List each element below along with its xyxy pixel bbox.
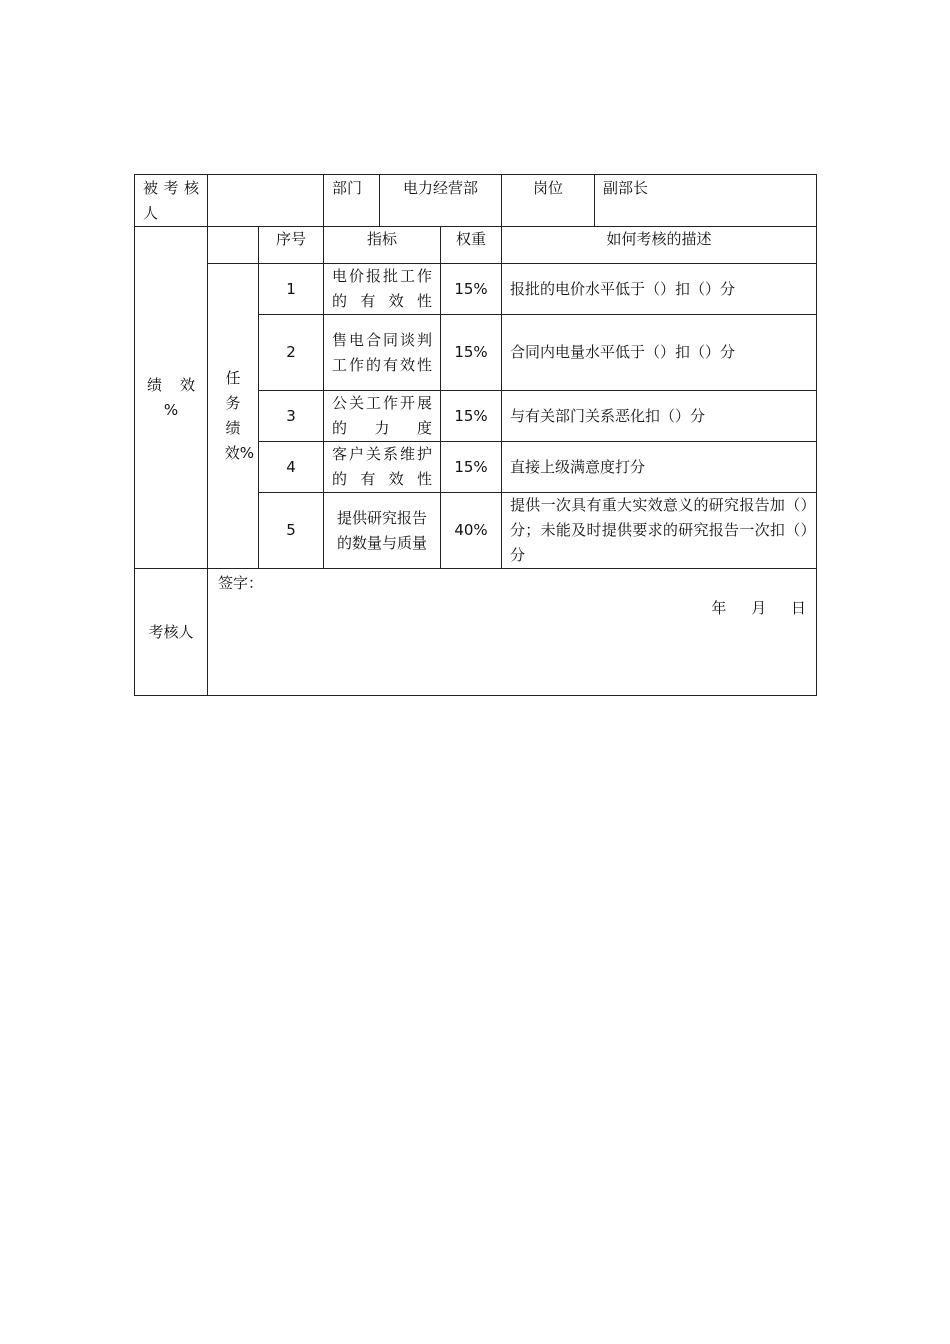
- assessor-label: 考核人: [135, 569, 208, 696]
- row-index: 1: [259, 264, 324, 315]
- assessment-table: [134, 174, 817, 696]
- dept-value: 电力经营部: [380, 175, 502, 227]
- examinee-value: [208, 175, 324, 227]
- row-description: 提供一次具有重大实效意义的研究报告加（）分；未能及时提供要求的研究报告一次扣（）分: [502, 493, 817, 569]
- header-row: [135, 175, 817, 227]
- column-header-row: [135, 227, 817, 264]
- examinee-label: 被考核人: [135, 175, 208, 227]
- performance-label-char-1: 绩: [147, 375, 163, 394]
- col-index-header: 序号: [259, 227, 324, 264]
- date-month: 月: [751, 599, 767, 617]
- post-label: 岗位: [502, 175, 595, 227]
- signature-label: 签字：: [218, 574, 264, 592]
- date-year: 年: [711, 599, 727, 617]
- row-weight: 15%: [441, 315, 502, 391]
- row-weight: 40%: [441, 493, 502, 569]
- signature-cell: [208, 569, 817, 696]
- row-description: 直接上级满意度打分: [502, 442, 817, 493]
- performance-section-label: [135, 227, 208, 569]
- col-weight-header: 权重: [441, 227, 502, 264]
- performance-label-percent: %: [163, 400, 179, 419]
- row-weight: 15%: [441, 264, 502, 315]
- post-value: 副部长: [595, 175, 817, 227]
- row-description: 与有关部门关系恶化扣（）分: [502, 391, 817, 442]
- date-line: [691, 596, 806, 621]
- row-indicator: 公关工作开展的力度: [324, 391, 441, 442]
- row-weight: 15%: [441, 391, 502, 442]
- assessor-row: [135, 569, 817, 696]
- task-performance-label: 任务绩效%: [208, 264, 259, 569]
- row-index: 4: [259, 442, 324, 493]
- row-weight: 15%: [441, 442, 502, 493]
- dept-label: 部门: [324, 175, 380, 227]
- row-indicator: 电价报批工作的有效性: [324, 264, 441, 315]
- date-day: 日: [791, 599, 807, 617]
- row-indicator: 提供研究报告的数量与质量: [324, 493, 441, 569]
- row-index: 3: [259, 391, 324, 442]
- col-description-header: 如何考核的描述: [502, 227, 817, 264]
- performance-label-char-2: 效: [179, 375, 195, 394]
- row-indicator: 客户关系维护的有效性: [324, 442, 441, 493]
- blank-header-cell: [208, 227, 259, 264]
- row-description: 合同内电量水平低于（）扣（）分: [502, 315, 817, 391]
- row-indicator: 售电合同谈判工作的有效性: [324, 315, 441, 391]
- col-indicator-header: 指标: [324, 227, 441, 264]
- row-index: 5: [259, 493, 324, 569]
- row-description: 报批的电价水平低于（）扣（）分: [502, 264, 817, 315]
- table-row: [135, 264, 817, 315]
- row-index: 2: [259, 315, 324, 391]
